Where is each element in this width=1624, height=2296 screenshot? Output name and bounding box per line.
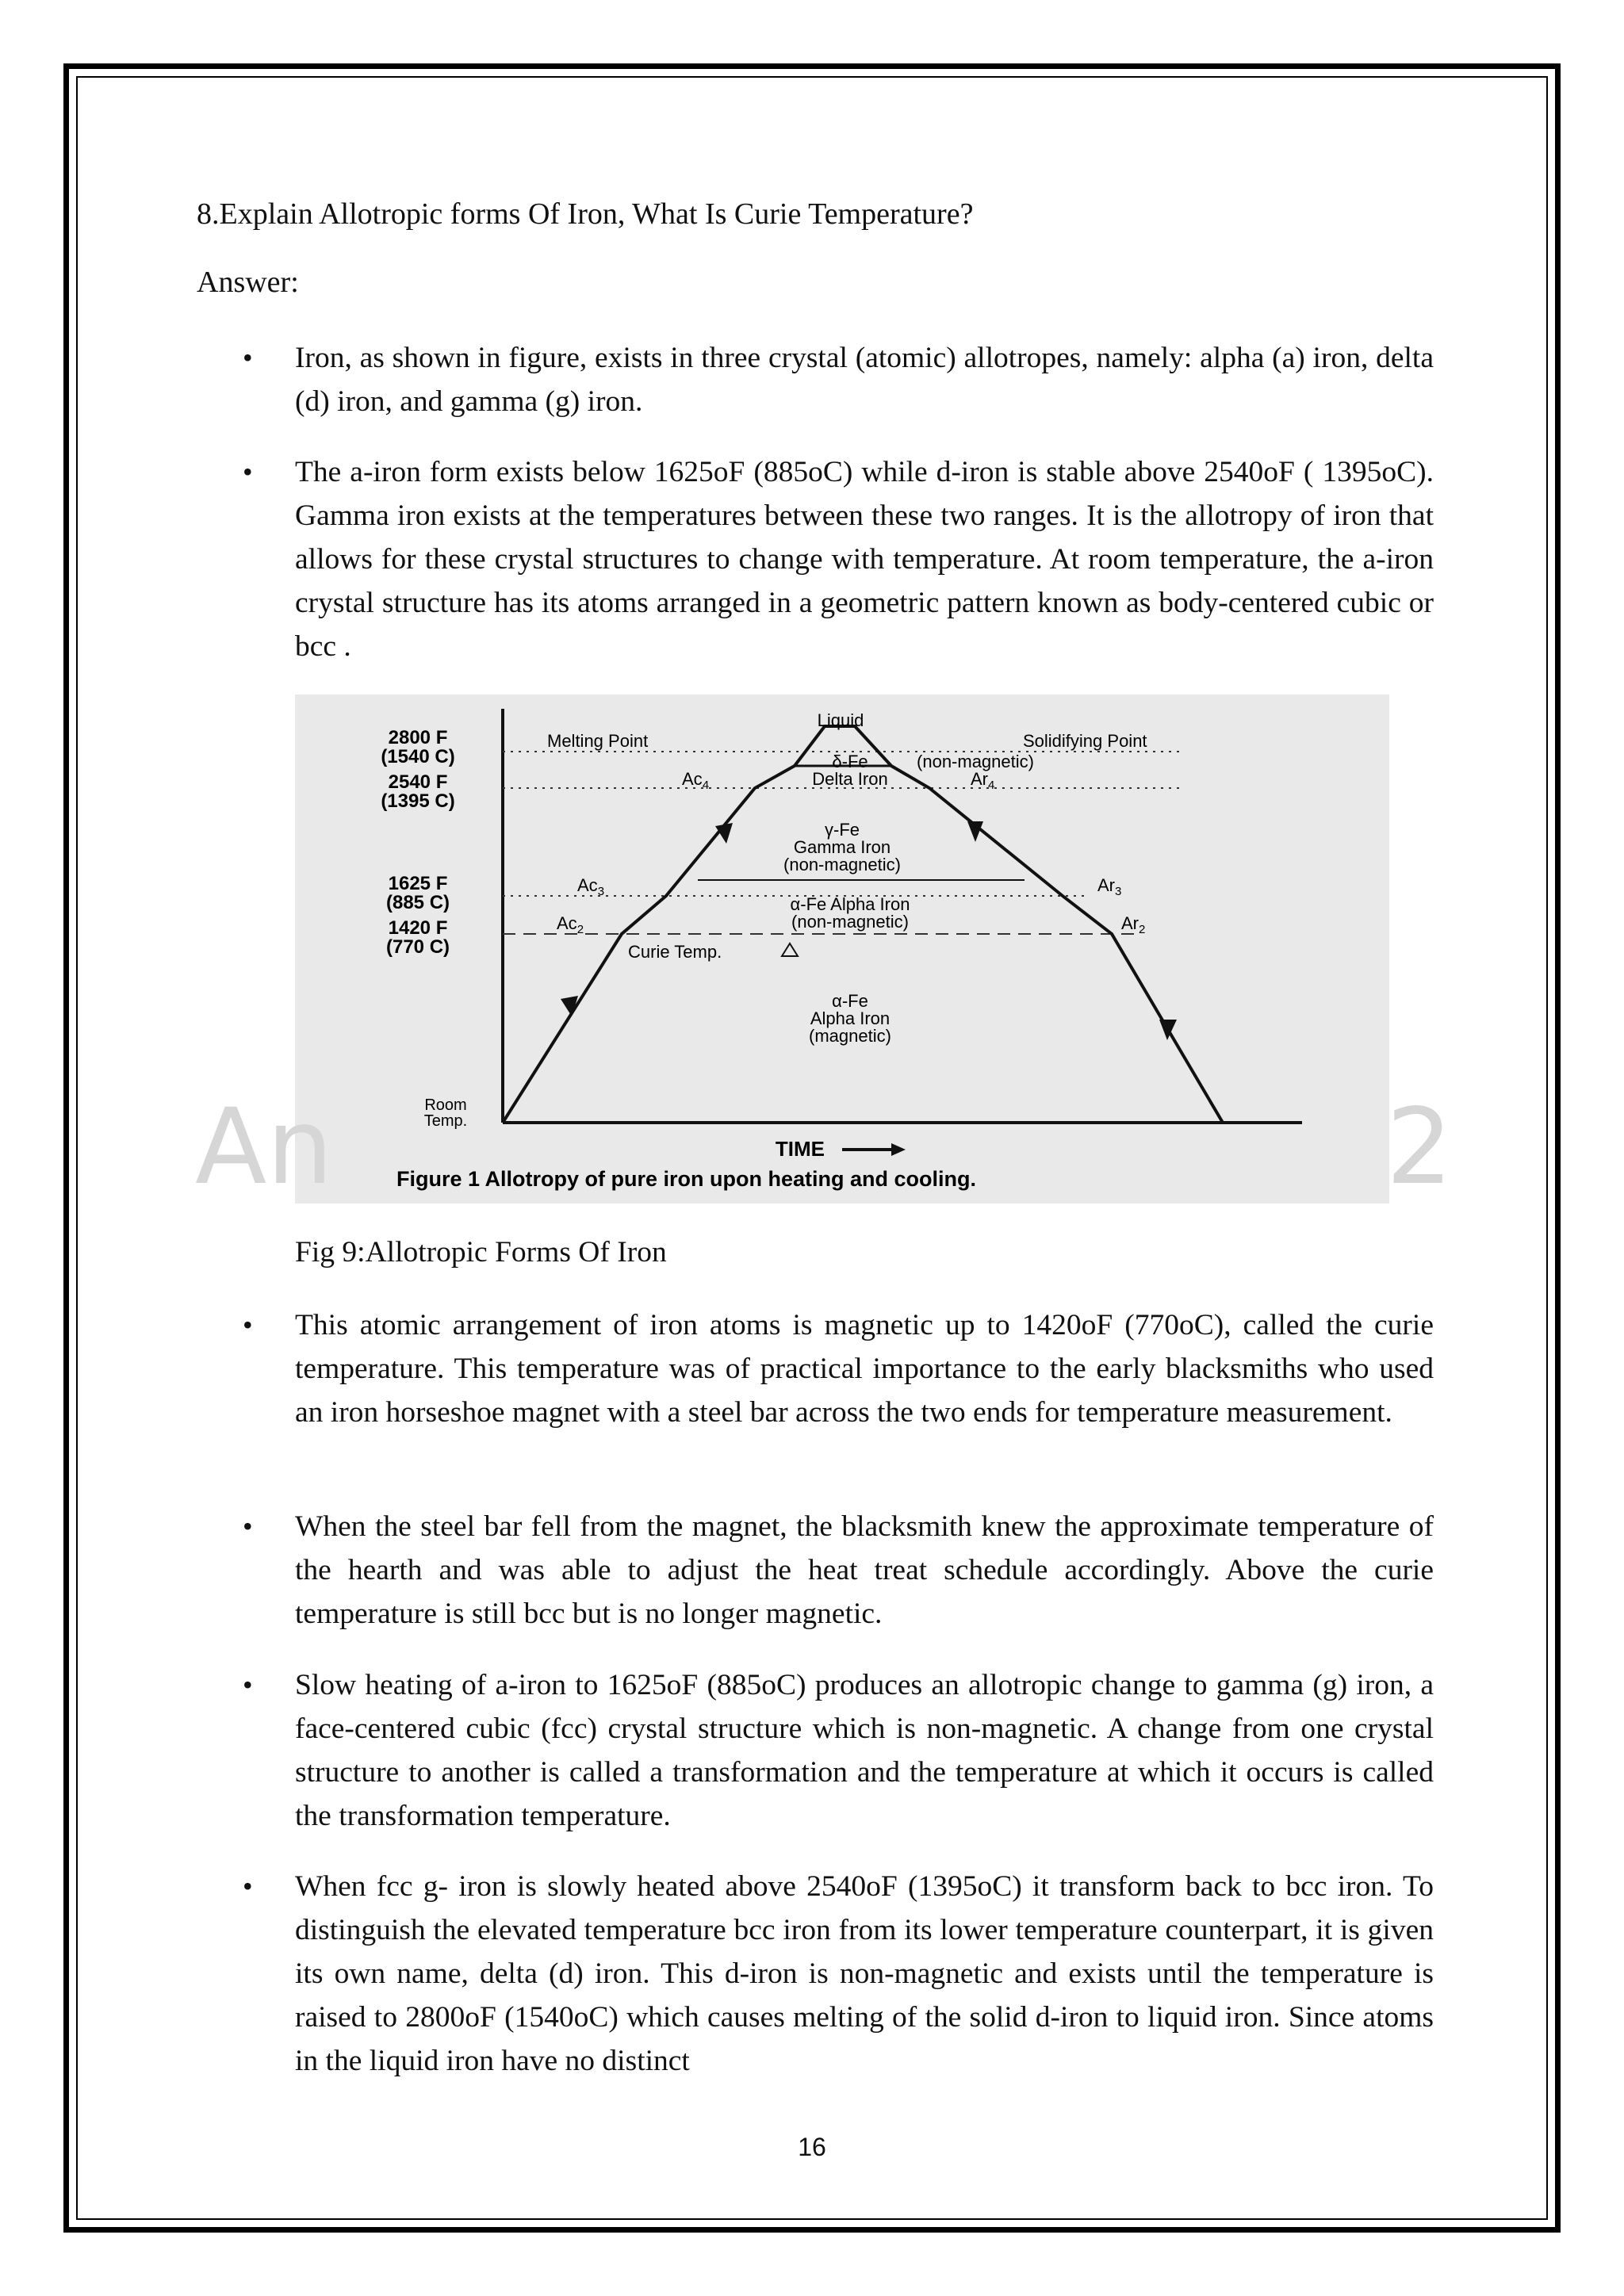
label-room: Room xyxy=(424,1096,467,1114)
alpha-fe-label: α-Fe xyxy=(832,991,868,1011)
figure-internal-caption: Figure 1 Allotropy of pure iron upon heating and cooling. xyxy=(396,1167,976,1191)
label-1540c: (1540 C) xyxy=(381,746,455,767)
bullet-icon: • xyxy=(243,1510,253,1542)
liquid-label: Liquid xyxy=(817,710,864,730)
ar3-label xyxy=(1097,875,1121,898)
ac4-text: Ac xyxy=(682,769,703,789)
ac3-text: Ac xyxy=(577,875,598,895)
solidifying-point-label: Solidifying Point xyxy=(1023,731,1147,751)
label-1395c: (1395 C) xyxy=(381,790,455,812)
delta-iron-label: Delta Iron xyxy=(812,769,888,789)
watermark-left: An xyxy=(195,1086,333,1208)
ar2-label xyxy=(1121,913,1145,936)
ac4-label xyxy=(682,769,709,792)
gamma-fe-label: γ-Fe xyxy=(825,820,860,840)
paragraph-6: When fcc g- iron is slowly heated above 2540oF (1395oC) it transform back to bcc iron. To distinguish the elevated temperature bcc iron from its lower temperature counterpart, it is given its own name, delta (d) iron. This d-iron is non-magnetic and exists until the temperature is raised to 2800oF (1540oC) which causes melting of the solid d-iron to liquid iron. Since atoms in the liquid iron have no distinct xyxy=(295,1870,1434,2077)
ac2-subscript: 2 xyxy=(576,923,584,936)
ar2-text: Ar xyxy=(1121,913,1139,933)
gamma-iron-label: Gamma Iron xyxy=(793,837,891,857)
ac3-subscript: 3 xyxy=(597,885,605,898)
bullet-icon: • xyxy=(243,1309,253,1341)
alpha-nm-label: α-Fe Alpha Iron xyxy=(790,894,910,914)
label-temp: Temp. xyxy=(423,1112,468,1130)
bullet-icon: • xyxy=(243,1669,253,1701)
paragraph-2: The a-iron form exists below 1625oF (885oC) while d-iron is stable above 2540oF ( 1395oC). Gamma iron exists at the temperatures between these two ranges. It is the allotropy of iron that allows for these crystal structures to change with temperature. At room temperature, the a-iron crystal structure has its atoms arranged in a geometric pattern known as body-centered cubic or bcc . xyxy=(295,456,1434,663)
ar4-text: Ar xyxy=(971,769,988,789)
curie-arrow-icon xyxy=(782,943,798,956)
answer-label: Answer: xyxy=(197,266,299,299)
delta-fe-label: δ-Fe xyxy=(832,752,868,771)
time-label: TIME xyxy=(775,1137,825,1161)
ar2-subscript: 2 xyxy=(1139,923,1146,936)
watermark-right: 2 xyxy=(1386,1086,1453,1208)
bullet-icon: • xyxy=(243,456,253,488)
ac2-label xyxy=(557,913,584,936)
ar4-subscript: 4 xyxy=(988,779,995,792)
ac2-text: Ac xyxy=(557,913,577,933)
allotropy-figure xyxy=(295,695,1389,1203)
ac3-label xyxy=(577,875,604,898)
label-885c: (885 C) xyxy=(385,892,450,913)
ac4-subscript: 4 xyxy=(702,779,710,792)
page-number: 16 xyxy=(798,2133,826,2161)
alpha-iron-label: Alpha Iron xyxy=(810,1008,891,1028)
label-1625f: 1625 F xyxy=(388,873,448,894)
paragraph-1: Iron, as shown in figure, exists in three crystal (atomic) allotropes, namely: alpha (a) iron, delta (d) iron, and gamma (g) iron. xyxy=(295,342,1434,418)
paragraph-5: Slow heating of a-iron to 1625oF (885oC) produces an allotropic change to gamma (g) iron, a face-centered cubic (fcc) crystal structure which is non-magnetic. A change from one crystal structure to another is called a transformation and the temperature at which it occurs is called the transformation temperature. xyxy=(295,1669,1434,1832)
allotropy-diagram xyxy=(295,695,1389,1203)
melting-point-label: Melting Point xyxy=(547,731,649,751)
magnetic-label: (magnetic) xyxy=(809,1026,891,1046)
label-2800f: 2800 F xyxy=(388,727,448,748)
delta-non-magnetic-label: (non-magnetic) xyxy=(917,752,1034,771)
label-2540f: 2540 F xyxy=(388,771,448,793)
time-arrow-icon xyxy=(891,1143,906,1156)
figure-caption: Fig 9:Allotropic Forms Of Iron xyxy=(295,1236,667,1269)
label-1420f: 1420 F xyxy=(388,917,448,939)
curie-temp-label: Curie Temp. xyxy=(628,942,722,962)
bullet-icon: • xyxy=(243,1870,253,1902)
question-heading: 8.Explain Allotropic forms Of Iron, What Is Curie Temperature? xyxy=(197,197,974,231)
ar3-subscript: 3 xyxy=(1115,885,1122,898)
alpha-nm-paren-label: (non-magnetic) xyxy=(791,912,909,932)
bullet-icon: • xyxy=(243,342,253,373)
ar3-text: Ar xyxy=(1097,875,1115,895)
label-770c: (770 C) xyxy=(385,936,450,958)
ar4-label xyxy=(971,769,994,792)
gamma-non-magnetic-label: (non-magnetic) xyxy=(783,855,901,874)
paragraph-4: When the steel bar fell from the magnet, the blacksmith knew the approximate temperature of the hearth and was able to adjust the heat treat schedule accordingly. Above the curie temperature is still bcc but is no longer magnetic. xyxy=(295,1510,1434,1630)
paragraph-3: This atomic arrangement of iron atoms is magnetic up to 1420oF (770oC), called the curie temperature. This temperature was of practical importance to the early blacksmiths who used an iron horseshoe magnet with a steel bar across the two ends for temperature measurement. xyxy=(295,1309,1434,1429)
